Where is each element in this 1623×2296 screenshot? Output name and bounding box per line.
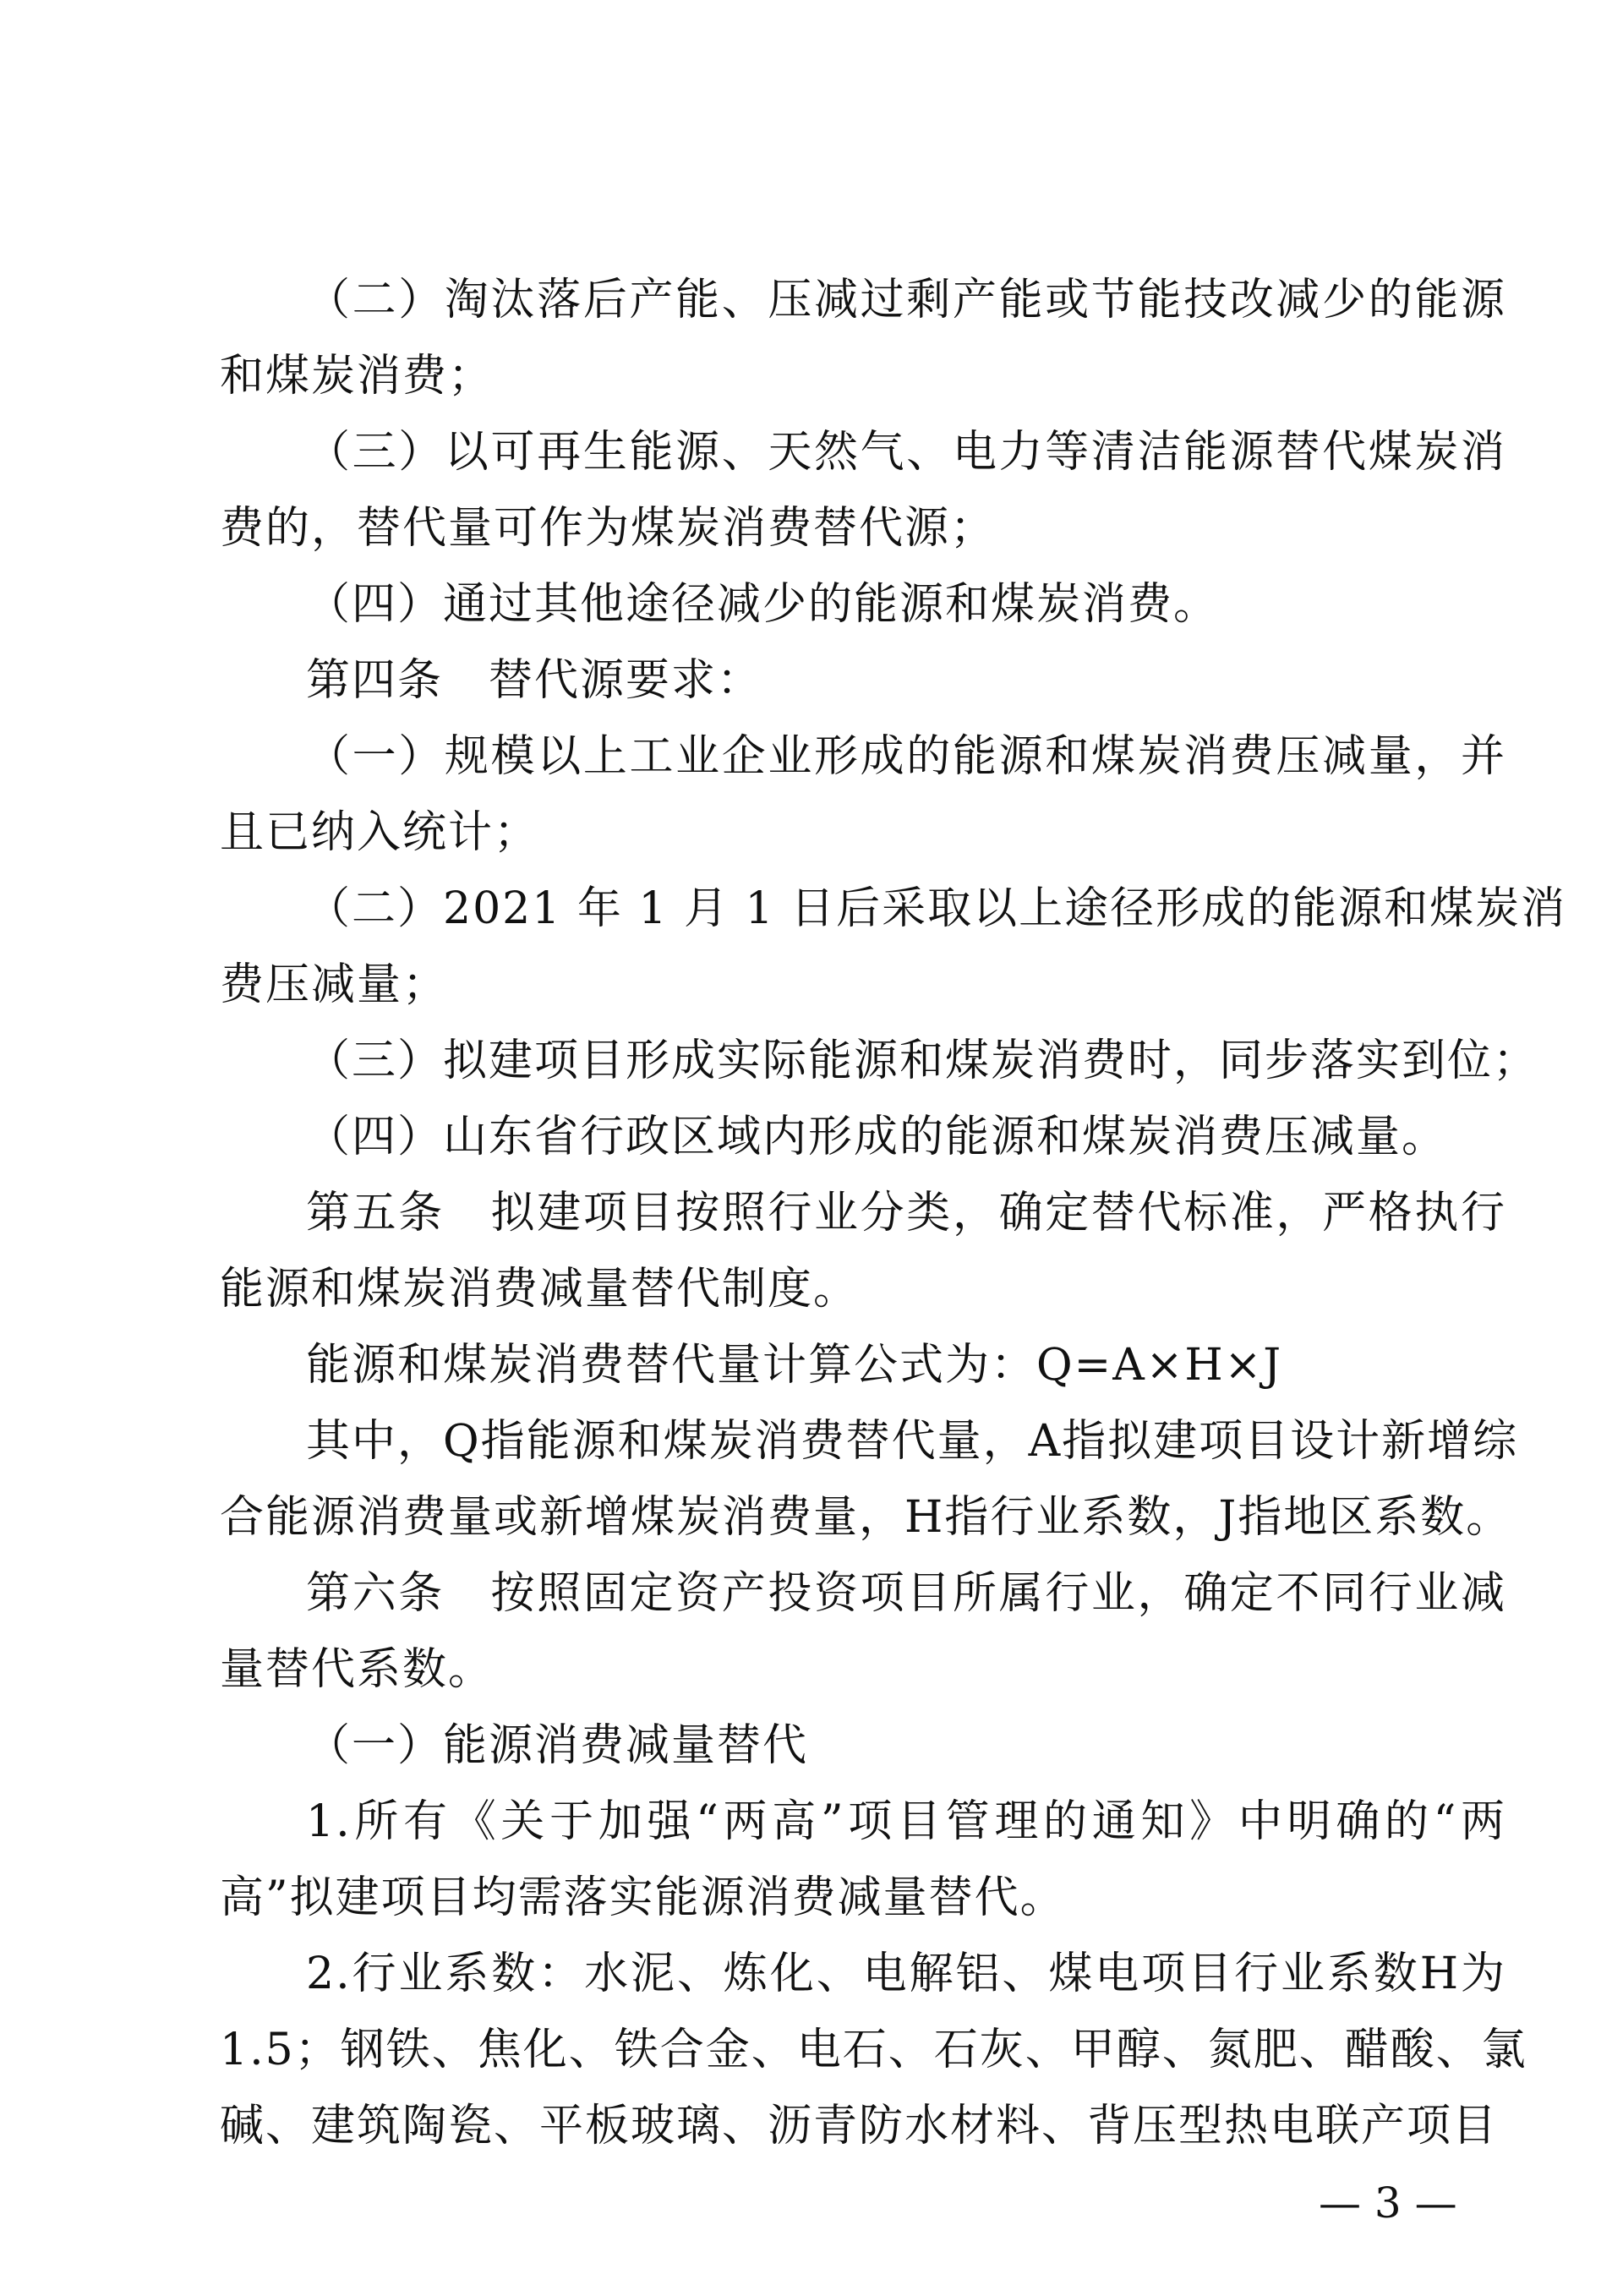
body-line: 费的，替代量可作为煤炭消费替代源； (220, 503, 997, 554)
body-line: （二）2021 年 1 月 1 日后采取以上途径形成的能源和煤炭消 (306, 883, 1567, 934)
body-line: 碱、建筑陶瓷、平板玻璃、沥青防水材料、背压型热电联产项目 (220, 2101, 1499, 2151)
body-line: 2.行业系数：水泥、炼化、电解铝、煤电项目行业系数H为 (306, 1949, 1506, 1999)
formula-line: 能源和煤炭消费替代量计算公式为：Q=A×H×J (306, 1340, 1283, 1391)
body-line: （一）规模以上工业企业形成的能源和煤炭消费压减量，并 (306, 731, 1506, 782)
article-heading: 第六条 按照固定资产投资项目所属行业，确定不同行业减 (306, 1568, 1506, 1619)
body-line: （四）山东省行政区域内形成的能源和煤炭消费压减量。 (306, 1112, 1448, 1162)
body-line: 和煤炭消费； (220, 351, 495, 402)
body-line: 费压减量； (220, 959, 449, 1010)
body-line: 且已纳入统计； (220, 807, 540, 858)
article-heading: 第五条 拟建项目按照行业分类，确定替代标准，严格执行 (306, 1188, 1506, 1238)
body-line: （三）以可再生能源、天然气、电力等清洁能源替代煤炭消 (306, 427, 1506, 478)
section-heading: （一）能源消费减量替代 (306, 1720, 809, 1771)
body-line: 合能源消费量或新增煤炭消费量，H指行业系数，J指地区系数。 (220, 1492, 1512, 1543)
body-line: （三）拟建项目形成实际能源和煤炭消费时，同步落实到位； (306, 1036, 1539, 1086)
body-line: 量替代系数。 (220, 1644, 495, 1695)
body-line: 1.所有《关于加强“两高”项目管理的通知》中明确的“两 (306, 1796, 1506, 1847)
body-line: 1.5；钢铁、焦化、铁合金、电石、石灰、甲醇、氮肥、醋酸、氯 (220, 2025, 1527, 2075)
body-line: （四）通过其他途径减少的能源和煤炭消费。 (306, 579, 1220, 630)
body-line: 其中，Q指能源和煤炭消费替代量，A指拟建项目设计新增综 (306, 1416, 1519, 1467)
page-number: — 3 — (1319, 2178, 1457, 2228)
body-line: （二）淘汰落后产能、压减过剩产能或节能技改减少的能源 (306, 275, 1506, 325)
body-line: 能源和煤炭消费减量替代制度。 (220, 1264, 860, 1315)
article-heading: 第四条 替代源要求： (306, 655, 763, 706)
body-line: 高”拟建项目均需落实能源消费减量替代。 (220, 1872, 1066, 1923)
